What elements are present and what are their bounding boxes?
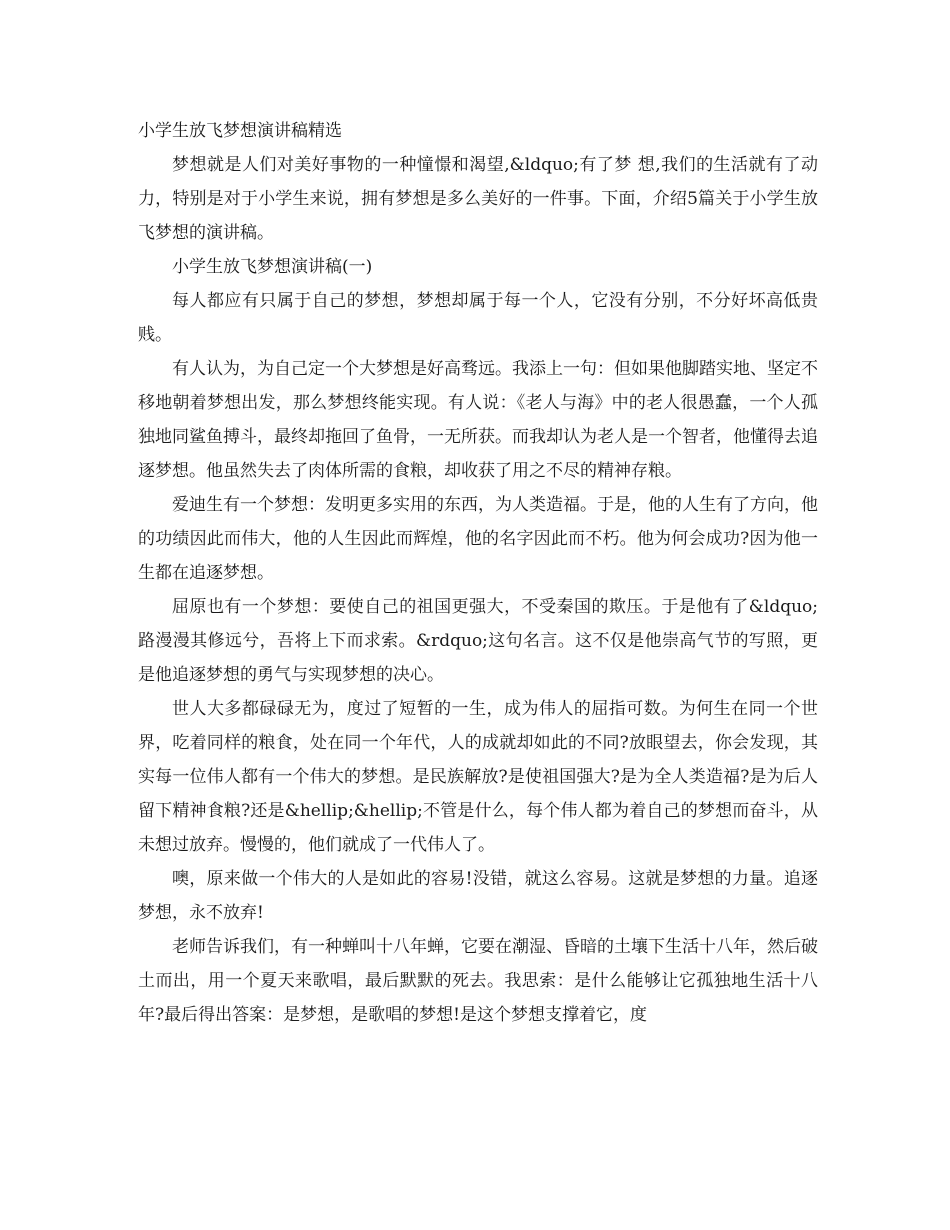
body-paragraph-3: 爱迪生有一个梦想：发明更多实用的东西，为人类造福。于是，他的人生有了方向，他的功绩因此而伟大，他的人生因此而辉煌，他的名字因此而不朽。他为何会成功?因为他一生都在追逐梦想。 xyxy=(138,495,818,583)
body-paragraph-1: 每人都应有只属于自己的梦想，梦想却属于每一个人，它没有分别，不分好坏高低贵贱。 xyxy=(138,291,818,345)
document-title: 小学生放飞梦想演讲稿精选 xyxy=(138,121,342,141)
body-paragraph-2: 有人认为，为自己定一个大梦想是好高骛远。我添上一句：但如果他脚踏实地、坚定不移地朝着梦想出发，那么梦想终能实现。有人说：《老人与海》中的老人很愚蠢，一个人孤独地同鲨鱼搏斗，最终却拖回了鱼骨，一无所获。而我却认为老人是一个智者，他懂得去追逐梦想。他虽然失去了肉体所需的食粮，却收获了用之不尽的精神存粮。 xyxy=(138,359,818,481)
body-paragraph-6: 噢，原来做一个伟大的人是如此的容易!没错，就这么容易。这就是梦想的力量。追逐梦想，永不放弃! xyxy=(138,869,818,923)
body-paragraph-7: 老师告诉我们，有一种蝉叫十八年蝉，它要在潮湿、昏暗的土壤下生活十八年，然后破土而出，用一个夏天来歌唱，最后默默的死去。我思索：是什么能够让它孤独地生活十八年?最后得出答案：是梦想，是歌唱的梦想!是这个梦想支撑着它，度 xyxy=(138,937,818,1025)
document-page xyxy=(138,114,818,1032)
section-heading: 小学生放飞梦想演讲稿(一) xyxy=(172,257,373,277)
body-paragraph-4: 屈原也有一个梦想：要使自己的祖国更强大，不受秦国的欺压。于是他有了&ldquo;路漫漫其修远兮，吾将上下而求索。&rdquo;这句名言。这不仅是他崇高气节的写照，更是他追逐梦想的勇气与实现梦想的决心。 xyxy=(138,597,818,685)
body-paragraph-5: 世人大多都碌碌无为，度过了短暂的一生，成为伟人的屈指可数。为何生在同一个世界，吃着同样的粮食，处在同一个年代，人的成就却如此的不同?放眼望去，你会发现，其实每一位伟人都有一个伟大的梦想。是民族解放?是使祖国强大?是为全人类造福?是为后人留下精神食粮?还是&hellip;&hellip;不管是什么，每个伟人都为着自己的梦想而奋斗，从未想过放弃。慢慢的，他们就成了一代伟人了。 xyxy=(138,699,818,855)
intro-paragraph: 梦想就是人们对美好事物的一种憧憬和渴望,&ldquo;有了梦 想,我们的生活就有了动力，特别是对于小学生来说，拥有梦想是多么美好的一件事。下面，介绍5篇关于小学生放飞梦想的演讲稿。 xyxy=(138,155,818,243)
